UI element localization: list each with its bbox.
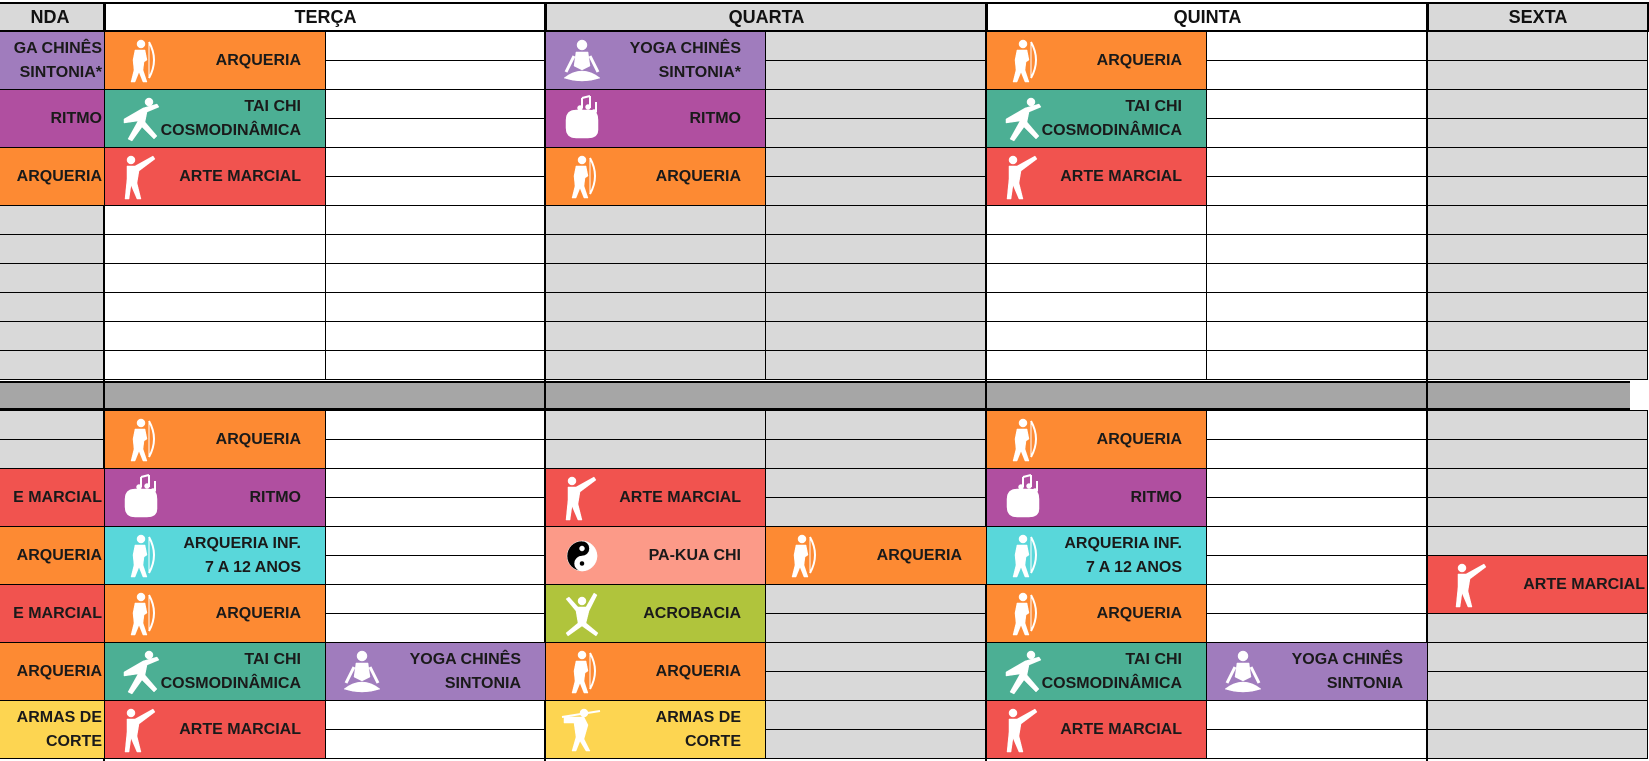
activity-label: ACROBACIA: [643, 604, 741, 622]
grid-cell: [545, 292, 766, 322]
kick-icon: [119, 705, 163, 755]
archer-icon: [1001, 36, 1045, 86]
activity-block[interactable]: [765, 526, 987, 585]
grid-cell: [1427, 89, 1648, 119]
archer-icon: [119, 36, 163, 86]
grid-cell: [765, 147, 987, 177]
activity-label: ARMAS DE CORTE: [655, 708, 741, 750]
activity-label: ARQUERIA: [16, 546, 102, 564]
grid-cell: [1206, 205, 1428, 235]
grid-cell: [765, 31, 987, 61]
day-header-0: NDA: [0, 2, 106, 32]
activity-block[interactable]: [0, 700, 105, 759]
sword-pose-icon: [560, 705, 604, 755]
activity-label: GA CHINÊS SINTONIA*: [13, 39, 102, 81]
activity-label: YOGA CHINÊS SINTONIA: [409, 650, 521, 692]
grid-cell: [1427, 613, 1648, 643]
taichi-pose-icon: [119, 647, 163, 697]
grid-cell: [104, 263, 326, 293]
grid-cell: [1206, 176, 1428, 206]
section-separator: [0, 381, 1630, 410]
activity-label: TAI CHI COSMODINÂMICA: [160, 97, 301, 139]
activity-label: ARTE MARCIAL: [1060, 720, 1182, 738]
activity-block[interactable]: [986, 700, 1207, 759]
activity-label: ARQUERIA: [16, 662, 102, 680]
activity-label: TAI CHI COSMODINÂMICA: [1041, 97, 1182, 139]
grid-cell: [1427, 497, 1648, 527]
activity-block[interactable]: [545, 584, 766, 643]
grid-cell: [1427, 60, 1648, 90]
activity-block[interactable]: [104, 31, 326, 90]
activity-label: TAI CHI COSMODINÂMICA: [1041, 650, 1182, 692]
activity-block[interactable]: [986, 31, 1207, 90]
music-fist-icon: [560, 94, 604, 144]
grid-cell: [986, 350, 1207, 380]
grid-cell: [1427, 526, 1648, 556]
activity-block[interactable]: [325, 642, 546, 701]
activity-label: ARTE MARCIAL: [179, 167, 301, 185]
grid-cell: [765, 321, 987, 351]
grid-cell: [1206, 234, 1428, 264]
activity-block[interactable]: [545, 700, 766, 759]
grid-cell: [325, 31, 546, 61]
grid-cell: [104, 350, 326, 380]
meditation-icon: [1221, 647, 1265, 697]
activity-block[interactable]: [1427, 555, 1648, 614]
activity-block[interactable]: [0, 468, 105, 527]
activity-label: ARQUERIA: [1096, 604, 1182, 622]
taichi-pose-icon: [1001, 94, 1045, 144]
activity-block[interactable]: [986, 410, 1207, 469]
archer-icon: [1001, 589, 1045, 639]
meditation-icon: [340, 647, 384, 697]
grid-cell: [1206, 584, 1428, 614]
activity-block[interactable]: [0, 31, 105, 90]
grid-cell: [545, 410, 766, 440]
activity-label: ARTE MARCIAL: [1523, 575, 1645, 593]
grid-cell: [1206, 292, 1428, 322]
grid-cell: [765, 700, 987, 730]
grid-cell: [545, 205, 766, 235]
grid-cell: [104, 292, 326, 322]
activity-label: ARQUERIA: [215, 430, 301, 448]
grid-cell: [1206, 263, 1428, 293]
activity-label: ARTE MARCIAL: [1060, 167, 1182, 185]
kick-icon: [560, 473, 604, 523]
kick-icon: [119, 152, 163, 202]
meditation-icon: [560, 36, 604, 86]
grid-cell: [1206, 118, 1428, 148]
activity-block[interactable]: [1206, 642, 1428, 701]
grid-cell: [0, 263, 105, 293]
grid-cell: [545, 234, 766, 264]
grid-cell: [0, 410, 105, 440]
activity-block[interactable]: [986, 642, 1207, 701]
grid-cell: [1427, 729, 1648, 759]
grid-cell: [1206, 350, 1428, 380]
activity-block[interactable]: [104, 468, 326, 527]
archer-icon: [119, 531, 163, 581]
grid-cell: [0, 439, 105, 469]
activity-block[interactable]: [104, 410, 326, 469]
activity-block[interactable]: [545, 468, 766, 527]
activity-label: RITMO: [689, 109, 741, 127]
grid-cell: [1206, 147, 1428, 177]
grid-cell: [545, 350, 766, 380]
grid-cell: [1206, 729, 1428, 759]
grid-cell: [0, 205, 105, 235]
grid-cell: [1427, 642, 1648, 672]
grid-cell: [1206, 526, 1428, 556]
grid-cell: [1427, 205, 1648, 235]
archer-icon: [1001, 531, 1045, 581]
grid-cell: [325, 729, 546, 759]
activity-label: YOGA CHINÊS SINTONIA*: [629, 39, 741, 81]
grid-cell: [325, 555, 546, 585]
grid-cell: [1427, 439, 1648, 469]
grid-cell: [1206, 321, 1428, 351]
grid-cell: [765, 613, 987, 643]
grid-cell: [545, 321, 766, 351]
activity-label: E MARCIAL: [13, 488, 102, 506]
grid-cell: [1427, 31, 1648, 61]
day-header-3: QUINTA: [986, 2, 1429, 32]
activity-label: ARQUERIA: [16, 167, 102, 185]
grid-cell: [765, 60, 987, 90]
grid-cell: [765, 468, 987, 498]
taichi-pose-icon: [1001, 647, 1045, 697]
grid-cell: [765, 89, 987, 119]
grid-cell: [325, 176, 546, 206]
day-header-1: TERÇA: [104, 2, 547, 32]
archer-icon: [780, 531, 824, 581]
activity-block[interactable]: [986, 89, 1207, 148]
day-header-2: QUARTA: [545, 2, 988, 32]
activity-block[interactable]: [0, 584, 105, 643]
grid-cell: [1206, 700, 1428, 730]
grid-cell: [986, 234, 1207, 264]
activity-block[interactable]: [545, 147, 766, 206]
activity-block[interactable]: [986, 468, 1207, 527]
activity-label: ARQUERIA: [655, 167, 741, 185]
grid-cell: [325, 497, 546, 527]
grid-cell: [986, 321, 1207, 351]
grid-cell: [1427, 234, 1648, 264]
grid-cell: [1427, 350, 1648, 380]
acrobat-icon: [560, 589, 604, 639]
activity-label: ARMAS DE CORTE: [16, 708, 102, 750]
grid-cell: [325, 118, 546, 148]
grid-cell: [765, 234, 987, 264]
activity-label: ARQUERIA: [1096, 51, 1182, 69]
activity-label: ARQUERIA INF. 7 A 12 ANOS: [1064, 534, 1182, 576]
grid-cell: [325, 205, 546, 235]
archer-icon: [560, 152, 604, 202]
grid-cell: [765, 292, 987, 322]
grid-cell: [1206, 613, 1428, 643]
grid-cell: [1427, 147, 1648, 177]
activity-block[interactable]: [545, 89, 766, 148]
activity-label: ARQUERIA: [876, 546, 962, 564]
activity-block[interactable]: [0, 89, 105, 148]
grid-cell: [325, 89, 546, 119]
archer-icon: [1001, 415, 1045, 465]
archer-icon: [119, 589, 163, 639]
activity-block[interactable]: [0, 642, 105, 701]
activity-block[interactable]: [104, 584, 326, 643]
activity-label: ARQUERIA: [215, 51, 301, 69]
activity-block[interactable]: [986, 147, 1207, 206]
music-fist-icon: [1001, 473, 1045, 523]
activity-label: ARQUERIA: [1096, 430, 1182, 448]
kick-icon: [1001, 152, 1045, 202]
activity-block[interactable]: [104, 147, 326, 206]
music-fist-icon: [119, 473, 163, 523]
grid-cell: [1427, 321, 1648, 351]
taichi-pose-icon: [119, 94, 163, 144]
grid-cell: [104, 321, 326, 351]
grid-cell: [1427, 118, 1648, 148]
grid-cell: [765, 410, 987, 440]
activity-label: RITMO: [1130, 488, 1182, 506]
grid-cell: [765, 350, 987, 380]
day-header-4: SEXTA: [1427, 2, 1649, 32]
grid-cell: [1206, 60, 1428, 90]
activity-block[interactable]: [986, 584, 1207, 643]
activity-label: YOGA CHINÊS SINTONIA: [1291, 650, 1403, 692]
activity-block[interactable]: [104, 526, 326, 585]
activity-block[interactable]: [986, 526, 1207, 585]
activity-block[interactable]: [0, 526, 105, 585]
grid-cell: [765, 642, 987, 672]
grid-cell: [986, 205, 1207, 235]
grid-cell: [1427, 410, 1648, 440]
grid-cell: [545, 263, 766, 293]
grid-cell: [545, 439, 766, 469]
grid-cell: [1206, 555, 1428, 585]
grid-cell: [1206, 89, 1428, 119]
activity-block[interactable]: [545, 642, 766, 701]
grid-cell: [986, 263, 1207, 293]
archer-icon: [119, 415, 163, 465]
yin-yang-icon: [560, 531, 604, 581]
activity-label: ARQUERIA: [655, 662, 741, 680]
grid-cell: [325, 234, 546, 264]
grid-cell: [325, 147, 546, 177]
grid-cell: [1206, 410, 1428, 440]
activity-label: TAI CHI COSMODINÂMICA: [160, 650, 301, 692]
grid-cell: [765, 584, 987, 614]
grid-cell: [1427, 700, 1648, 730]
grid-cell: [765, 263, 987, 293]
kick-icon: [1001, 705, 1045, 755]
grid-cell: [325, 700, 546, 730]
activity-label: RITMO: [50, 109, 102, 127]
grid-cell: [1206, 468, 1428, 498]
grid-cell: [1427, 468, 1648, 498]
activity-block[interactable]: [545, 526, 766, 585]
activity-block[interactable]: [104, 89, 326, 148]
grid-cell: [1427, 263, 1648, 293]
grid-cell: [104, 234, 326, 264]
kick-icon: [1450, 560, 1494, 610]
grid-cell: [986, 292, 1207, 322]
grid-cell: [325, 526, 546, 556]
activity-block[interactable]: [104, 642, 326, 701]
grid-cell: [765, 118, 987, 148]
grid-cell: [765, 497, 987, 527]
activity-block[interactable]: [545, 31, 766, 90]
grid-cell: [325, 584, 546, 614]
grid-cell: [325, 292, 546, 322]
grid-cell: [1427, 671, 1648, 701]
grid-cell: [765, 439, 987, 469]
grid-cell: [765, 671, 987, 701]
activity-label: ARTE MARCIAL: [619, 488, 741, 506]
activity-block[interactable]: [104, 700, 326, 759]
grid-cell: [104, 205, 326, 235]
activity-label: ARQUERIA: [215, 604, 301, 622]
activity-label: PA-KUA CHI: [648, 546, 741, 564]
grid-cell: [325, 468, 546, 498]
grid-cell: [1206, 439, 1428, 469]
grid-cell: [0, 234, 105, 264]
grid-cell: [325, 350, 546, 380]
activity-label: E MARCIAL: [13, 604, 102, 622]
grid-cell: [325, 60, 546, 90]
archer-icon: [560, 647, 604, 697]
grid-cell: [1206, 31, 1428, 61]
activity-label: RITMO: [249, 488, 301, 506]
grid-cell: [1427, 292, 1648, 322]
grid-cell: [765, 176, 987, 206]
grid-cell: [765, 205, 987, 235]
grid-cell: [1206, 497, 1428, 527]
grid-cell: [325, 263, 546, 293]
grid-cell: [325, 613, 546, 643]
activity-label: ARTE MARCIAL: [179, 720, 301, 738]
grid-cell: [0, 292, 105, 322]
grid-cell: [765, 729, 987, 759]
activity-block[interactable]: [0, 147, 105, 206]
grid-cell: [325, 439, 546, 469]
grid-cell: [0, 350, 105, 380]
grid-cell: [0, 321, 105, 351]
grid-cell: [325, 321, 546, 351]
grid-cell: [325, 410, 546, 440]
grid-cell: [1427, 176, 1648, 206]
activity-label: ARQUERIA INF. 7 A 12 ANOS: [183, 534, 301, 576]
